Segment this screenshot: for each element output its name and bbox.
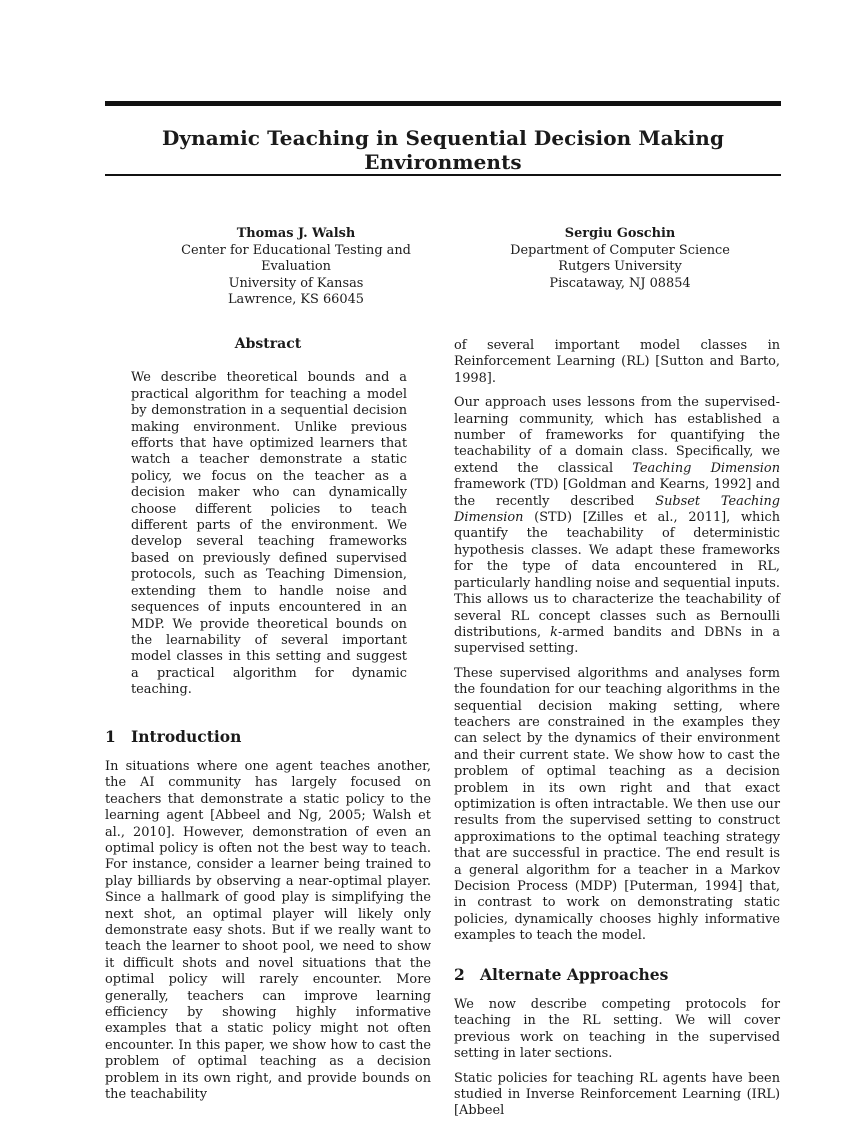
author-affiliation: Lawrence, KS 66045 <box>228 292 364 307</box>
paragraph: These supervised algorithms and analyses form the foundation for our teaching algorithms in the sequential decision making setting, where teachers are constrained in the examples they can select by the dynamics of their environment and their current state. We show how to cast the problem of optimal teaching as a decision problem in its own right and that exact optimization is often intractable. We then use our results from the supervised setting to construct approximations to the optimal teaching strategy that are successful in practice. The end result is a general algorithm for a teacher in a Markov Decision Process (MDP) [Puterman, 1994] that, in contrast to work on demonstrating static policies, dynamically chooses highly informative examples to teach the model. <box>454 665 780 944</box>
author-name: Sergiu Goschin <box>564 226 676 241</box>
text-run: framework (TD) [Goldman and Kearns, 1992] and the recently described <box>454 477 780 509</box>
title-rule-top <box>105 101 781 106</box>
emphasis: k <box>550 624 558 640</box>
paragraph: Static policies for teaching RL agents have been studied in Inverse Reinforcement Learning (IRL) [Abbeel <box>454 1070 780 1119</box>
paragraph: of several important model classes in Reinforcement Learning (RL) [Sutton and Barto, 1998]. <box>454 338 780 386</box>
author-affiliation: Department of Computer Science <box>510 242 730 258</box>
paper-title: Dynamic Teaching in Sequential Decision Making Environments <box>161 126 725 174</box>
paragraph <box>454 395 780 658</box>
abstract-text: We describe theoretical bounds and a practical algorithm for teaching a model by demonstration in a sequential decision making environment. Unlike previous efforts that have optimized learners that watch a teacher demonstrate a static policy, we focus on the teacher as a decision maker who can dynamically choose different policies to teach different parts of the environment. We develop several teaching frameworks based on previously defined supervised protocols, such as Teaching Dimension, extending them to handle noise and sequences of inputs encountered in an MDP. We provide theoretical bounds on the learnability of several important model classes in this setting and suggest a practical algorithm for dynamic teaching. <box>131 370 407 698</box>
section-title: Introduction <box>131 726 242 746</box>
text-run: -armed bandits and DBNs in a supervised setting. <box>454 624 781 657</box>
author-affiliation: University of Kansas <box>228 275 364 291</box>
text-run: (STD) [Zilles et al., 2011], which quantify the teachability of deterministic hypothesis classes. We adapt these frameworks for the type of data encountered in RL, particularly handling noise and sequential inputs. This allows us to characterize the teachability of several RL concept classes such as Bernoulli distributions, <box>454 510 780 640</box>
paragraph: In situations where one agent teaches another, the AI community has largely focused on teachers that demonstrate a static policy to the learning agent [Abbeel and Ng, 2005; Walsh et al., 2010]. However, demonstration of even an optimal policy is often not the best way to teach. For instance, consider a learner being trained to play billiards by observing a near-optimal player. Since a hallmark of good play is simplifying the next shot, an optimal player will likely only demonstrate easy shots. But if we really want to teach the learner to shoot pool, we need to show it difficult shots and novel situations that the optimal policy will rarely encounter. More generally, teachers can improve learning efficiency by showing highly informative examples that a static policy might not often encounter. In this paper, we show how to cast the problem of optimal teaching as a decision problem in its own right, and provide bounds on the teachability <box>105 758 431 1103</box>
left-column <box>105 336 431 1111</box>
author-affiliation: Piscataway, NJ 08854 <box>549 275 691 291</box>
abstract-heading: Abstract <box>234 336 302 352</box>
author-name: Thomas J. Walsh <box>236 226 356 241</box>
author-block-1 <box>145 226 447 309</box>
section-number: 1 <box>105 726 116 746</box>
author-block-2 <box>470 226 770 292</box>
section-heading-alternate-approaches <box>454 964 780 984</box>
section-number: 2 <box>454 964 465 984</box>
title-rule-bottom <box>105 174 781 176</box>
section-title: Alternate Approaches <box>480 964 669 984</box>
author-affiliation: Rutgers University <box>558 259 682 274</box>
abstract-body <box>131 370 407 698</box>
paragraph: We now describe competing protocols for teaching in the RL setting. We will cover previous work on teaching in the supervised setting in later sections. <box>454 997 780 1062</box>
emphasis: Teaching Dimension <box>632 460 780 476</box>
author-affiliation: Center for Educational Testing and Evaluation <box>181 242 411 274</box>
emphasis: Subset Teaching Dimension <box>454 493 781 526</box>
section-heading-introduction <box>105 726 431 746</box>
right-column <box>454 338 780 1128</box>
text-run: Our approach uses lessons from the supervised-learning community, which has established a number of frameworks for quantifying the teachability of a domain class. Specifically, we extend the classical <box>454 395 780 476</box>
